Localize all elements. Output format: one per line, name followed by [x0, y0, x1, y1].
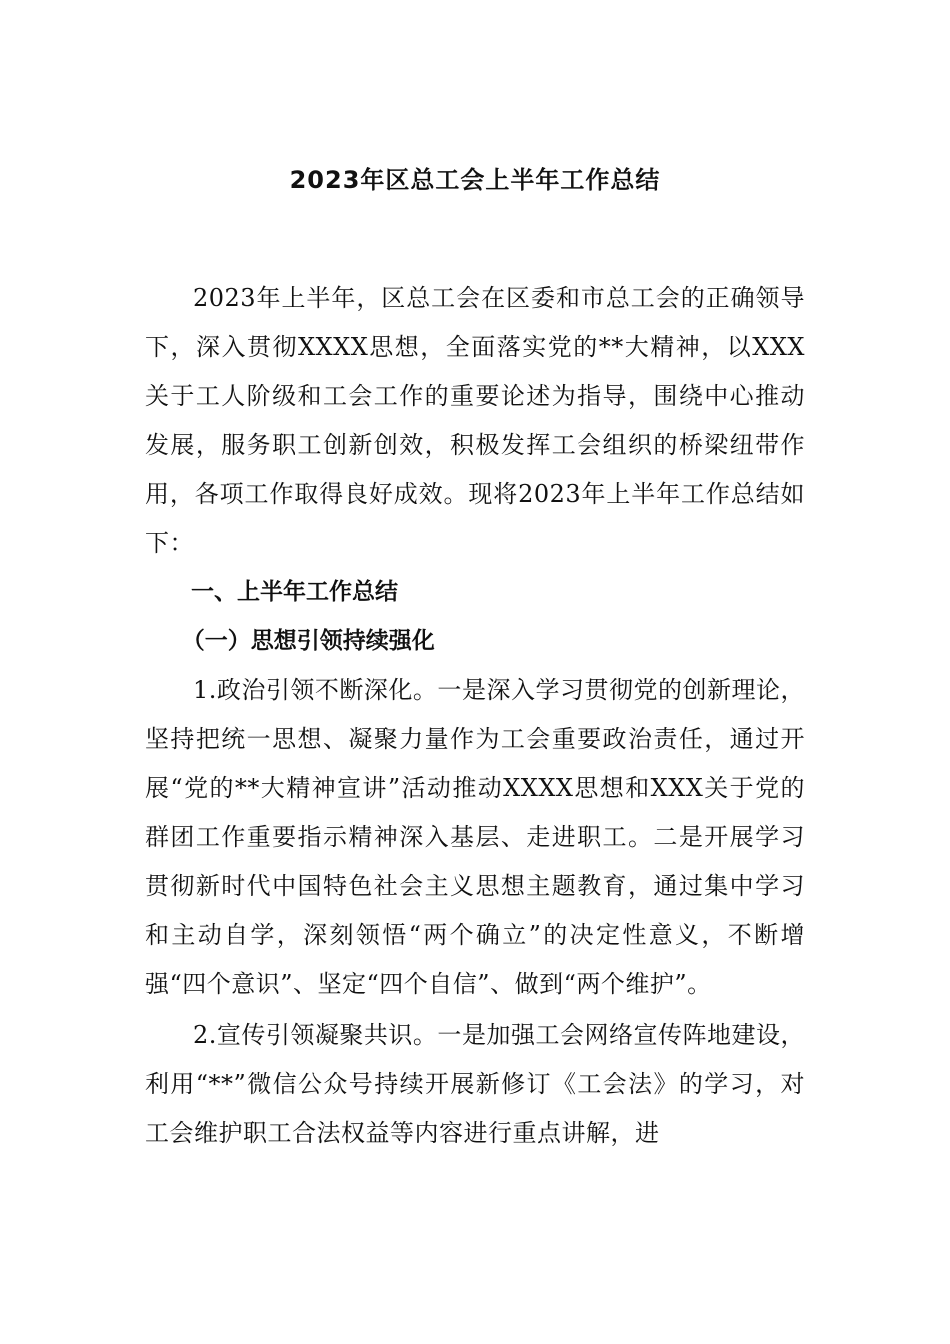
intro-paragraph: 2023年上半年，区总工会在区委和市总工会的正确领导下，深入贯彻XXXX思想，全面落实党的**大精神，以XXX关于工人阶级和工会工作的重要论述为指导，围绕中心推动发展，服务职工创新创效，积极发挥工会组织的桥梁纽带作用，各项工作取得良好成效。现将2023年上半年工作总结如下：: [145, 284, 805, 557]
document-body: [145, 274, 805, 1158]
document-title: 2023年区总工会上半年工作总结: [289, 166, 661, 194]
subsection-heading-1: （一）思想引领持续强化: [181, 628, 435, 654]
item-1-paragraph: 1.政治引领不断深化。一是深入学习贯彻党的创新理论，坚持把统一思想、凝聚力量作为工会重要政治责任，通过开展“党的**大精神宣讲”活动推动XXXX思想和XXX关于党的群团工作重要指示精神深入基层、走进职工。二是开展学习贯彻新时代中国特色社会主义思想主题教育，通过集中学习和主动自学，深刻领悟“两个确立”的决定性意义，不断增强“四个意识”、坚定“四个自信”、做到“两个维护”。: [145, 676, 805, 998]
item-2-paragraph: 2.宣传引领凝聚共识。一是加强工会网络宣传阵地建设，利用“**”微信公众号持续开展新修订《工会法》的学习，对工会维护职工合法权益等内容进行重点讲解，进: [145, 1021, 805, 1147]
section-heading-1: 一、上半年工作总结: [191, 579, 398, 605]
